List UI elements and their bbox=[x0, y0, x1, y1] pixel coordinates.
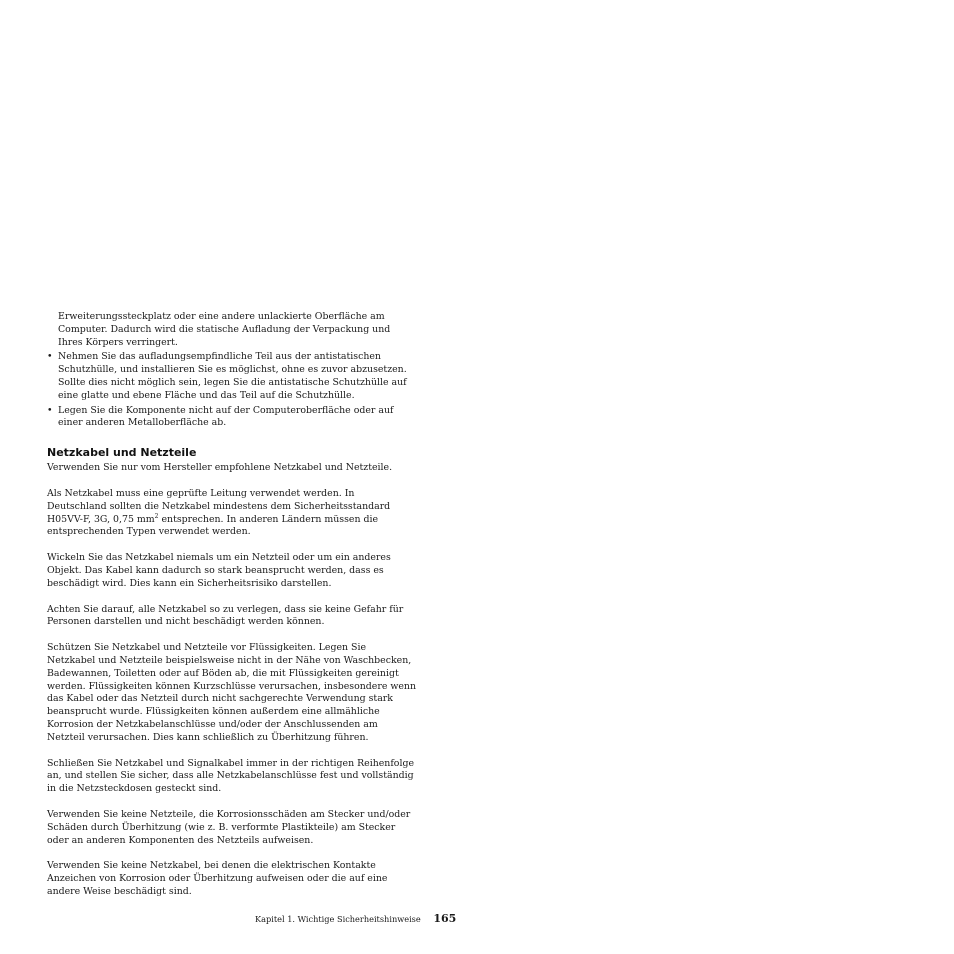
paragraph-1: Verwenden Sie nur vom Hersteller empfohlene Netzkabel und Netzteile. bbox=[47, 462, 393, 474]
section-heading: Netzkabel und Netzteile bbox=[47, 446, 197, 460]
page-number: 165 bbox=[433, 912, 457, 925]
list-item-text: Legen Sie die Komponente nicht auf der Computeroberfläche oder auf einer anderen Metalloberfläche ab. bbox=[58, 404, 394, 429]
paragraph-7: Verwenden Sie keine Netzteile, die Korrosionsschäden am Stecker und/oder Schäden durch Überhitzung (wie z. B. verformte Plastikteile) am Stecker oder an anderen Komponenten des Netzteils aufweisen. bbox=[47, 808, 411, 846]
list-item bbox=[47, 351, 417, 402]
continuation-text: Erweiterungssteckplatz oder eine andere unlackierte Oberfläche am Computer. Dadurch wird die statische Aufladung der Verpackung und Ihres Körpers verringert. bbox=[58, 311, 391, 348]
text-column bbox=[47, 311, 417, 912]
bullet-list bbox=[47, 351, 417, 430]
bullet-icon: • bbox=[47, 404, 53, 416]
paragraph-5: Schützen Sie Netzkabel und Netzteile vor Flüssigkeiten. Legen Sie Netzkabel und Netzteile beispielsweise nicht in der Nähe von Waschbecken, Badewannen, Toiletten oder auf Böden ab, die mit Flüssigkeiten gereinigt werden. Flüssigkeiten können Kurzschlüsse verursachen, insbesondere wenn das Kabel oder das Netzteil durch nicht sachgerechte Verwendung stark beansprucht wurde. Flüssigkeiten können außerdem eine allmähliche Korrosion der Netzkabelanschlüsse und/oder der Anschlussenden am Netzteil verursachen. Dies kann schließlich zu Überhitzung führen. bbox=[47, 642, 417, 743]
superscript: 2 bbox=[154, 512, 159, 520]
paragraph-8: Verwenden Sie keine Netzkabel, bei denen die elektrischen Kontakte Anzeichen von Korrosion oder Überhitzung aufweisen oder die auf eine andere Weise beschädigt sind. bbox=[47, 860, 388, 897]
paragraph-4: Achten Sie darauf, alle Netzkabel so zu verlegen, dass sie keine Gefahr für Personen darstellen und nicht beschädigt werden können. bbox=[47, 603, 404, 628]
paragraph-2-text: Als Netzkabel muss eine geprüfte Leitung verwendet werden. In Deutschland sollten die Netzkabel mindestens dem Sicherheitsstandard H05VV-F, 3G, 0,75 mm bbox=[47, 487, 391, 525]
paragraph-2 bbox=[47, 488, 417, 539]
list-item bbox=[47, 405, 417, 431]
footer-chapter: Kapitel 1. Wichtige Sicherheitshinweise bbox=[255, 914, 421, 924]
paragraph-2-text-end: entsprechen. In anderen Ländern müssen die entsprechenden Typen verwendet werden. bbox=[47, 513, 379, 538]
paragraph-3: Wickeln Sie das Netzkabel niemals um ein Netzteil oder um ein anderes Objekt. Das Kabel kann dadurch so stark beansprucht werden, dass es beschädigt wird. Dies kann ein Sicherheitsrisiko darstellen. bbox=[47, 552, 391, 589]
list-item-text: Nehmen Sie das aufladungsempfindliche Teil aus der antistatischen Schutzhülle, und installieren Sie es möglichst, ohne es zuvor abzusetzen. Sollte dies nicht möglich sein, legen Sie die antistatische Schutzhülle auf eine glatte und ebene Fläche und das Teil auf die Schutzhülle. bbox=[58, 351, 407, 401]
paragraph-6: Schließen Sie Netzkabel und Signalkabel immer in der richtigen Reihenfolge an, und stellen Sie sicher, dass alle Netzkabelanschlüsse fest und vollständig in die Netzsteckdosen gesteckt sind. bbox=[47, 757, 414, 795]
bullet-icon: • bbox=[47, 351, 53, 363]
page-footer bbox=[255, 912, 456, 926]
